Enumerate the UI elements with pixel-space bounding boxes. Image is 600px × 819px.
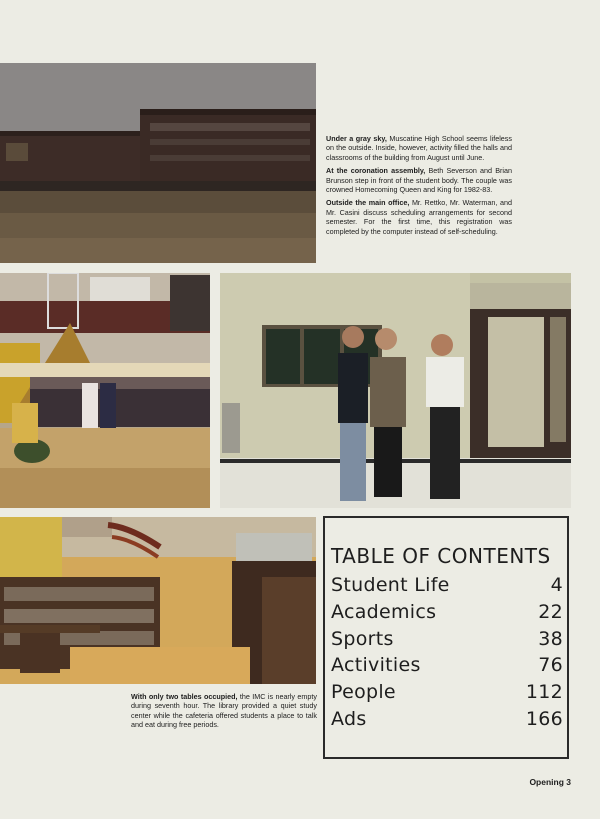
toc-title: TABLE OF CONTENTS xyxy=(331,544,551,568)
toc-label: Student Life xyxy=(331,574,450,596)
imc-caption: With only two tables occupied, the IMC is nearly empty during seventh hour. The library provided a quiet study center while the cafeteria offered students a place to talk and eat during free periods. xyxy=(131,692,317,730)
toc-page: 166 xyxy=(525,707,563,730)
imc-library-photo xyxy=(0,517,316,684)
toc-page: 76 xyxy=(538,654,563,677)
main-office-photo xyxy=(220,273,571,508)
toc-item-activities xyxy=(331,652,563,679)
toc-label: Sports xyxy=(331,627,394,650)
top-caption xyxy=(326,134,512,240)
toc-page: 22 xyxy=(538,600,563,623)
toc-label: Activities xyxy=(331,654,421,677)
toc-item-student-life xyxy=(331,572,563,599)
table-of-contents xyxy=(323,516,569,759)
toc-label: Ads xyxy=(331,707,367,730)
school-exterior-photo xyxy=(0,63,316,263)
toc-item-people xyxy=(331,679,563,706)
toc-label: Academics xyxy=(331,600,437,623)
toc-page: 4 xyxy=(550,574,563,596)
toc-page: 38 xyxy=(538,627,563,650)
caption-main-office: Outside the main office, Mr. Rettko, Mr. Waterman, and Mr. Casini discuss scheduling arrangements for second semester. For the first time, this registration was completed by the computer instead of self-scheduling. xyxy=(326,198,512,236)
toc-item-sports xyxy=(331,626,563,653)
caption-coronation: At the coronation assembly, Beth Severson and Brian Brunson step in front of the student body. The couple was crowned Homecoming Queen and King for 1982-83. xyxy=(326,166,512,195)
caption-exterior: Under a gray sky, Muscatine High School seems lifeless on the outside. Inside, however, activity filled the halls and classrooms of the building from August until June. xyxy=(326,134,512,162)
toc-item-academics xyxy=(331,599,563,626)
coronation-assembly-photo xyxy=(0,273,210,508)
toc-label: People xyxy=(331,681,396,704)
toc-item-ads xyxy=(331,706,563,733)
page-folio: Opening 3 xyxy=(529,777,571,787)
toc-page: 112 xyxy=(525,681,563,704)
